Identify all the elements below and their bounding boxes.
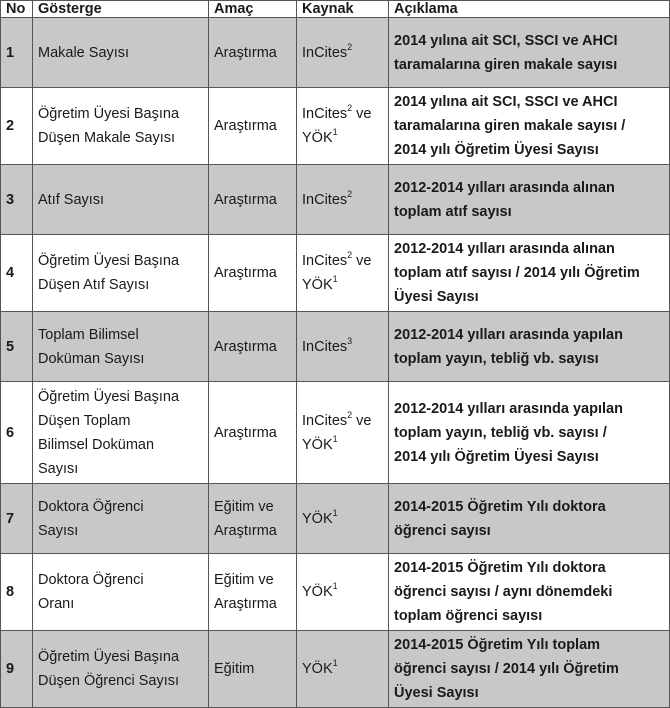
aim-line: Araştırma [214,338,277,355]
source-conjunction: ve [352,106,372,122]
header-indicator: Gösterge [33,1,209,18]
source-cell [297,235,389,312]
header-description: Açıklama [389,1,670,18]
description-line: 2012-2014 yılları arasında yapılan [394,326,623,343]
indicator-line: Atıf Sayısı [38,191,105,208]
row-number: 7 [1,484,33,554]
source-footnote-marker: 3 [347,335,353,346]
source-footnote-marker: 1 [332,507,338,518]
row-number: 3 [1,165,33,235]
description-line: 2014 yılı Öğretim Üyesi Sayısı [394,448,599,465]
description-cell [389,235,670,312]
source-footnote-marker: 1 [332,581,338,592]
description-line: 2014-2015 Öğretim Yılı doktora [394,498,606,515]
row-number: 1 [1,18,33,88]
table-row [1,235,670,312]
description-cell [389,484,670,554]
row-number: 4 [1,235,33,312]
description-line: 2014-2015 Öğretim Yılı doktora [394,560,606,576]
source-footnote-marker: 1 [332,433,338,444]
description-cell [389,18,670,88]
table-row [1,631,670,708]
description-line: 2012-2014 yılları arasında yapılan [394,400,623,417]
table-row [1,88,670,165]
description-line: öğrenci sayısı / 2014 yılı Öğretim [394,661,619,677]
indicator-line: Düşen Öğrenci Sayısı [38,673,180,689]
source-footnote-marker: 1 [332,127,338,138]
indicator-line: Öğretim Üyesi Başına [38,649,180,665]
aim-line: Araştırma [214,522,277,539]
description-line: taramalarına giren makale sayısı / [394,118,626,134]
source-name: YÖK [302,661,333,677]
row-number: 9 [1,631,33,708]
source-name: YÖK [302,510,333,527]
aim-cell [209,235,297,312]
row-number: 8 [1,554,33,631]
aim-line: Eğitim ve [214,498,274,515]
indicator-line: Doküman Sayısı [38,350,145,367]
table-row [1,382,670,484]
source-footnote-marker: 2 [347,103,353,114]
indicator-line: Toplam Bilimsel [38,326,139,343]
source-name: InCites [302,412,348,429]
description-line: 2014 yılına ait SCI, SSCI ve AHCI [394,94,618,110]
aim-line: Araştırma [214,596,277,612]
indicator-line: Doktora Öğrenci [38,572,144,588]
source-cell [297,554,389,631]
header-source: Kaynak [297,1,389,18]
description-line: öğrenci sayısı [394,522,491,539]
source-name: YÖK [302,277,333,293]
description-line: Üyesi Sayısı [394,289,479,305]
source-name: InCites [302,338,348,355]
source-name: InCites [302,253,348,269]
source-footnote-marker: 2 [347,250,353,261]
indicator-line: Bilimsel Doküman [38,436,155,453]
description-line: toplam yayın, tebliğ vb. sayısı / [394,424,607,441]
source-cell [297,88,389,165]
indicator-line: Doktora Öğrenci [38,498,144,515]
aim-line: Araştırma [214,44,277,61]
source-cell [297,484,389,554]
description-line: 2012-2014 yılları arasında alınan [394,241,615,257]
source-conjunction: ve [352,412,372,429]
description-cell [389,312,670,382]
table-body [1,18,670,708]
indicator-cell [33,631,209,708]
indicator-cell [33,484,209,554]
description-cell [389,554,670,631]
aim-line: Araştırma [214,265,277,281]
aim-cell [209,88,297,165]
description-line: toplam atıf sayısı / 2014 yılı Öğretim [394,265,640,281]
table-row [1,484,670,554]
description-line: 2014 yılı Öğretim Üyesi Sayısı [394,142,599,158]
aim-line: Araştırma [214,118,277,134]
row-number: 5 [1,312,33,382]
source-footnote-marker: 1 [332,658,338,669]
source-footnote-marker: 2 [347,41,353,52]
source-cell [297,18,389,88]
description-line: 2014 yılına ait SCI, SSCI ve AHCI [394,32,618,49]
indicator-cell [33,554,209,631]
table-row [1,312,670,382]
indicator-cell [33,235,209,312]
indicator-line: Düşen Makale Sayısı [38,130,176,146]
indicator-line: Makale Sayısı [38,44,130,61]
source-footnote-marker: 2 [347,188,353,199]
description-line: toplam yayın, tebliğ vb. sayısı [394,350,599,367]
header-aim: Amaç [209,1,297,18]
indicator-line: Sayısı [38,460,79,477]
source-cell [297,312,389,382]
source-cell [297,631,389,708]
description-cell [389,165,670,235]
indicator-cell [33,165,209,235]
aim-cell [209,18,297,88]
aim-line: Eğitim [214,661,255,677]
description-line: Üyesi Sayısı [394,685,479,701]
aim-line: Araştırma [214,191,277,208]
indicator-cell [33,382,209,484]
row-number: 6 [1,382,33,484]
indicator-cell [33,312,209,382]
source-name: YÖK [302,584,333,600]
aim-cell [209,554,297,631]
table-row [1,554,670,631]
table-row [1,165,670,235]
source-footnote-marker: 2 [347,409,353,420]
description-line: toplam atıf sayısı [394,203,512,220]
description-line: taramalarına giren makale sayısı [394,56,618,73]
description-cell [389,382,670,484]
aim-line: Eğitim ve [214,572,274,588]
aim-cell [209,631,297,708]
source-name: InCites [302,191,348,208]
description-line: toplam öğrenci sayısı [394,608,543,624]
indicator-line: Öğretim Üyesi Başına [38,253,180,269]
aim-cell [209,312,297,382]
aim-cell [209,382,297,484]
source-cell [297,165,389,235]
header-row [1,1,670,18]
aim-cell [209,484,297,554]
description-line: 2012-2014 yılları arasında alınan [394,179,615,196]
source-conjunction: ve [352,253,372,269]
source-footnote-marker: 1 [332,274,338,285]
description-line: öğrenci sayısı / aynı dönemdeki [394,584,613,600]
description-line: 2014-2015 Öğretim Yılı toplam [394,637,601,653]
description-cell [389,631,670,708]
indicator-cell [33,18,209,88]
row-number: 2 [1,88,33,165]
indicator-line: Öğretim Üyesi Başına [38,388,180,405]
source-name: InCites [302,106,348,122]
header-no: No [1,1,33,18]
table-row [1,18,670,88]
aim-cell [209,165,297,235]
aim-line: Araştırma [214,424,277,441]
source-name: YÖK [302,436,333,453]
indicator-line: Düşen Toplam [38,412,131,429]
indicator-line: Sayısı [38,522,79,539]
indicator-line: Öğretim Üyesi Başına [38,106,180,122]
source-name: YÖK [302,130,333,146]
indicator-line: Düşen Atıf Sayısı [38,277,150,293]
source-cell [297,382,389,484]
description-cell [389,88,670,165]
indicator-cell [33,88,209,165]
indicator-line: Oranı [38,596,75,612]
source-name: InCites [302,44,348,61]
